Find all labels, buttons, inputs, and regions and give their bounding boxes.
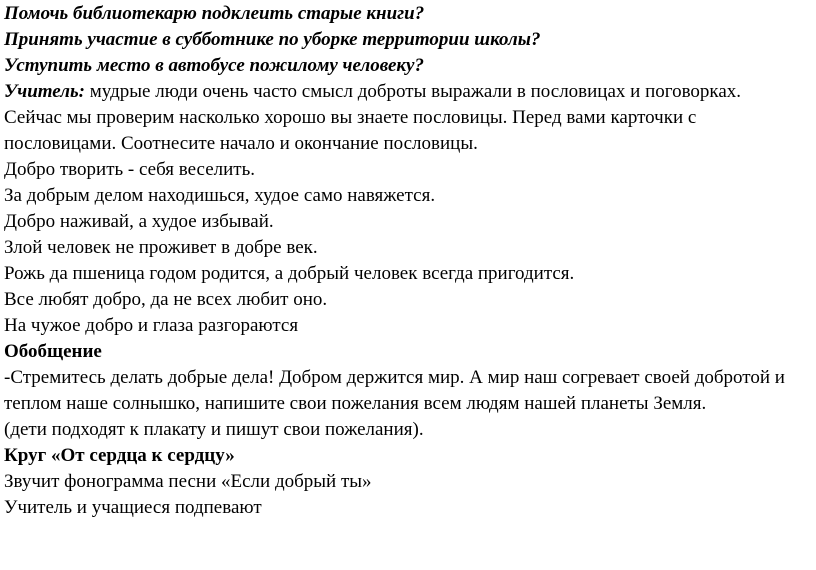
proverb-6: Все любят добро, да не всех любит оно. (4, 289, 328, 310)
proverb-2: За добрым делом находишься, худое само навяжется. (4, 185, 436, 206)
intro-paragraph: Сейчас мы проверим насколько хорошо вы знаете пословицы. Перед вами карточки с пословицами. Соотнесите начало и окончание пословицы. (4, 107, 697, 154)
proverb-3: Добро наживай, а худое избывай. (4, 211, 274, 232)
summary-heading: Обобщение (4, 341, 102, 362)
proverb-7: На чужое добро и глаза разгораются (4, 315, 299, 336)
teacher-paragraph (4, 79, 804, 105)
question-3: Уступить место в автобусе пожилому человеку? (4, 55, 424, 76)
question-1: Помочь библиотекарю подклеить старые книги? (4, 3, 425, 24)
proverb-1: Добро творить - себя веселить. (4, 159, 255, 180)
teacher-label: Учитель: (4, 81, 86, 102)
closing-line-2: Учитель и учащиеся подпевают (4, 497, 262, 518)
summary-note: (дети подходят к плакату и пишут свои пожелания). (4, 419, 424, 440)
summary-text: -Стремитесь делать добрые дела! Добром держится мир. А мир наш согревает своей добротой и теплом наше солнышко, напишите свои пожелания всем людям нашей планеты Земля. (4, 367, 785, 414)
question-2: Принять участие в субботнике по уборке территории школы? (4, 29, 541, 50)
proverb-5: Рожь да пшеница годом родится, а добрый человек всегда пригодится. (4, 263, 575, 284)
document-page (4, 1, 804, 521)
proverb-4: Злой человек не проживет в добре век. (4, 237, 318, 258)
circle-heading: Круг «От сердца к сердцу» (4, 445, 235, 466)
teacher-text: мудрые люди очень часто смысл доброты выражали в пословицах и поговорках. (85, 81, 742, 102)
closing-line-1: Звучит фонограмма песни «Если добрый ты» (4, 471, 372, 492)
